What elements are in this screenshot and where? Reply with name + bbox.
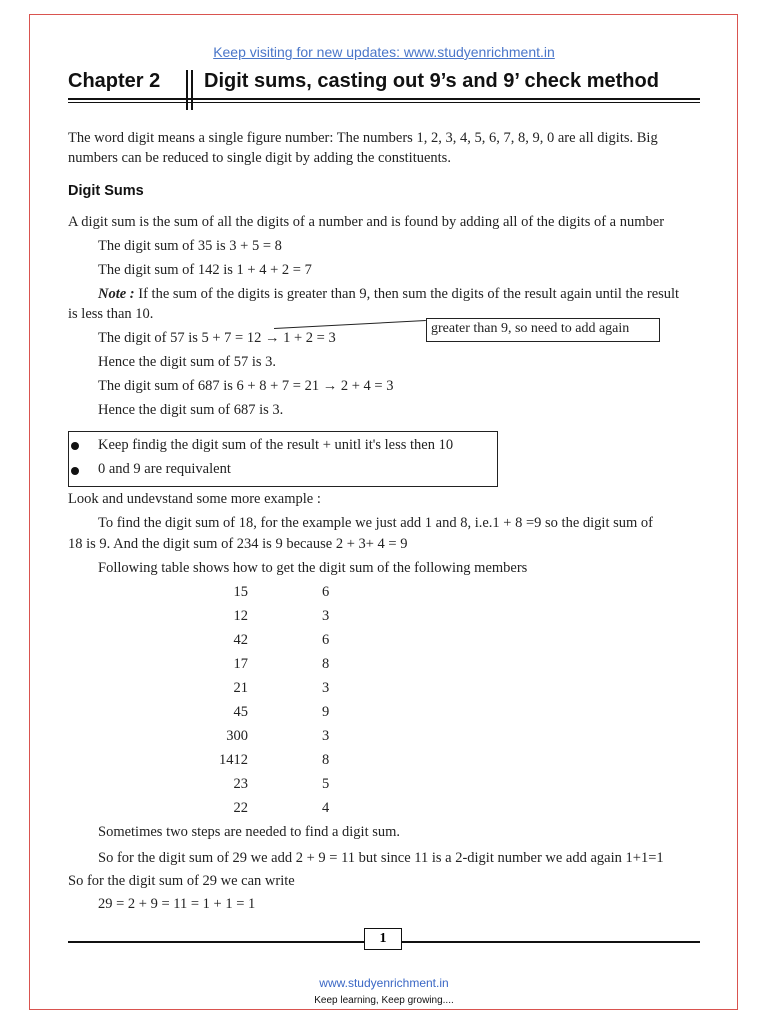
table-digit-sum: 8 <box>322 752 330 768</box>
table-number: 15 <box>233 584 248 600</box>
note-text: If the sum of the digits is greater than 9, then sum the digits of the result again until the result <box>134 286 680 302</box>
chapter-divider-left <box>186 70 188 110</box>
definition-text: A digit sum is the sum of all the digits of a number and is found by adding all of the digits of a number <box>68 214 665 230</box>
example-18-line-2: 18 is 9. And the digit sum of 234 is 9 because 2 + 3+ 4 = 9 <box>68 536 408 552</box>
closing-line-3: So for the digit sum of 29 we can write <box>68 873 295 889</box>
table-digit-sum: 4 <box>322 800 330 816</box>
footer-rule-right <box>402 941 700 943</box>
table-number: 23 <box>233 776 248 792</box>
table-number: 300 <box>226 728 248 744</box>
table-number: 22 <box>233 800 248 816</box>
chapter-divider-right <box>191 70 193 110</box>
bullet-item-1: Keep findig the digit sum of the result + unitl it's less then 10 <box>98 437 454 453</box>
table-number: 21 <box>233 680 248 696</box>
table-digit-sum: 6 <box>322 632 330 648</box>
example-142: The digit sum of 142 is 1 + 4 + 2 = 7 <box>98 262 312 278</box>
table-digit-sum: 9 <box>322 704 330 720</box>
table-digit-sum: 3 <box>322 680 330 696</box>
bullet-item-2: 0 and 9 are requivalent <box>98 461 231 477</box>
table-number: 45 <box>233 704 248 720</box>
table-digit-sum: 5 <box>322 776 330 792</box>
footer-tagline: Keep learning, Keep growing.... <box>314 995 454 1006</box>
note-line <box>98 286 679 303</box>
example-687: The digit sum of 687 is 6 + 8 + 7 = 21 → 2 + 4 = 3 <box>98 378 394 394</box>
note-line-2: is less than 10. <box>68 306 154 322</box>
closing-line-1: Sometimes two steps are needed to find a digit sum. <box>98 824 401 840</box>
more-examples-lead: Look and undevstand some more example : <box>68 491 321 507</box>
footer-website-link[interactable]: www.studyenrichment.in <box>319 976 449 990</box>
table-number: 42 <box>233 632 248 648</box>
note-label: Note : <box>98 286 135 302</box>
table-digit-sum: 6 <box>322 584 330 600</box>
table-digit-sum: 3 <box>322 728 330 744</box>
chapter-number: Chapter 2 <box>68 70 161 92</box>
intro-line-2: numbers can be reduced to single digit by adding the constituents. <box>68 150 451 166</box>
footer-rule-left <box>68 941 364 943</box>
chapter-underline-1 <box>68 98 700 100</box>
table-number: 12 <box>233 608 248 624</box>
closing-equation: 29 = 2 + 9 = 11 = 1 + 1 = 1 <box>98 896 256 912</box>
table-number: 17 <box>233 656 248 672</box>
bullet-dot-2 <box>71 467 79 475</box>
top-website-link[interactable]: Keep visiting for new updates: www.studyenrichment.in <box>213 44 555 60</box>
chapter-underline-2 <box>68 102 700 103</box>
table-digit-sum: 8 <box>322 656 330 672</box>
callout-box: greater than 9, so need to add again <box>426 318 660 342</box>
table-intro: Following table shows how to get the digit sum of the following members <box>98 560 528 576</box>
intro-line-1: The word digit means a single figure number: The numbers 1, 2, 3, 4, 5, 6, 7, 8, 9, 0 are all digits. Big <box>68 130 658 146</box>
table-number: 1412 <box>219 752 248 768</box>
chapter-title: Digit sums, casting out 9’s and 9’ check method <box>204 70 659 92</box>
result-57: Hence the digit sum of 57 is 3. <box>98 354 277 370</box>
section-heading: Digit Sums <box>68 183 144 199</box>
example-35: The digit sum of 35 is 3 + 5 = 8 <box>98 238 282 254</box>
example-57: The digit of 57 is 5 + 7 = 12 → 1 + 2 = 3 <box>98 330 336 346</box>
key-points-box <box>68 431 498 487</box>
page-number: 1 <box>364 928 402 950</box>
table-digit-sum: 3 <box>322 608 330 624</box>
result-687: Hence the digit sum of 687 is 3. <box>98 402 284 418</box>
example-18-line-1: To find the digit sum of 18, for the example we just add 1 and 8, i.e.1 + 8 =9 so the digit sum of <box>98 515 653 531</box>
closing-line-2: So for the digit sum of 29 we add 2 + 9 = 11 but since 11 is a 2-digit number we add again 1+1=1 <box>98 850 664 866</box>
bullet-dot-1 <box>71 442 79 450</box>
